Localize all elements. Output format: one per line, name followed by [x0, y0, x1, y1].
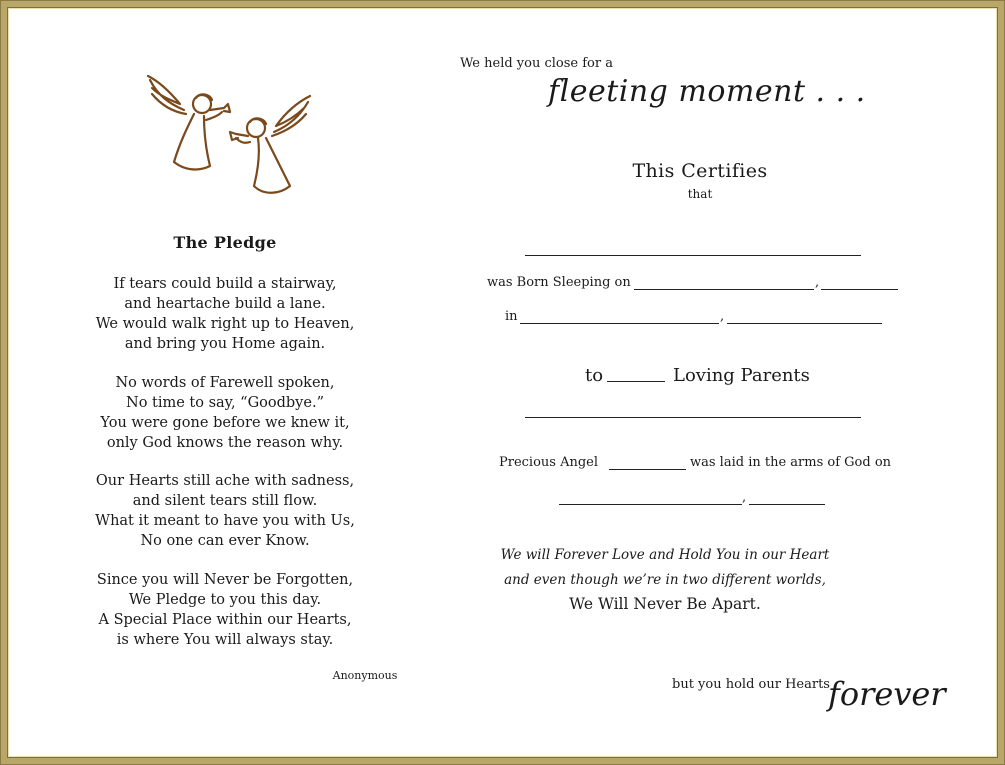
pledge-stanza-3: [60, 471, 390, 551]
certificate-that: that: [687, 187, 713, 201]
closing-line-1: We will Forever Love and Hold You in our Heart: [500, 547, 830, 563]
poem-line: We Pledge to you this day.: [128, 592, 322, 608]
comma: ,: [720, 309, 725, 324]
closing-line-3: We Will Never Be Apart.: [569, 595, 761, 613]
poem-line: No words of Farewell spoken,: [115, 375, 335, 391]
name-blank[interactable]: [525, 255, 861, 256]
poem-line: A Special Place within our Hearts,: [98, 612, 352, 628]
angels-illustration: [140, 70, 320, 200]
poem-line: and silent tears still flow.: [132, 493, 318, 509]
poem-line: We would walk right up to Heaven,: [95, 316, 355, 332]
angel-left-icon: [148, 76, 230, 169]
comma: ,: [742, 490, 747, 505]
poem-line: and heartache build a lane.: [124, 296, 326, 312]
comma: ,: [815, 275, 820, 290]
poem-line: You were gone before we knew it,: [100, 415, 350, 431]
born-label: was Born Sleeping on: [487, 275, 631, 290]
pledge-stanza-4: [60, 570, 390, 650]
poem-line: Our Hearts still ache with sadness,: [95, 473, 355, 489]
parents-label: Loving Parents: [673, 365, 810, 386]
birth-year-blank[interactable]: [821, 289, 898, 290]
poem-line: Since you will Never be Forgotten,: [96, 572, 354, 588]
pledge-title: The Pledge: [173, 233, 277, 252]
angel-label-b: was laid in the arms of God on: [690, 455, 892, 470]
pledge-stanza-1: [60, 274, 390, 354]
poem-line: No one can ever Know.: [140, 533, 310, 549]
birth-state-blank[interactable]: [727, 323, 882, 324]
birth-city-blank[interactable]: [520, 323, 719, 324]
poem-line: and bring you Home again.: [124, 336, 326, 352]
poem-line: What it meant to have you with Us,: [95, 513, 355, 529]
poem-line: If tears could build a stairway,: [113, 276, 337, 292]
in-label: in: [505, 309, 518, 324]
to-label: to: [585, 365, 604, 386]
poem-line: No time to say, “Goodbye.”: [126, 395, 324, 411]
parents-count-blank[interactable]: [607, 381, 665, 382]
tagline-script: fleeting moment . . .: [548, 74, 866, 109]
death-date-blank[interactable]: [559, 504, 742, 505]
death-year-blank[interactable]: [749, 504, 825, 505]
tagline-small: We held you close for a: [460, 56, 613, 71]
poem-line: is where You will always stay.: [116, 632, 334, 648]
poem-line: only God knows the reason why.: [106, 435, 344, 451]
closing-line-2: and even though we’re in two different worlds,: [504, 572, 826, 588]
footer-small: but you hold our Hearts: [672, 677, 830, 692]
certificate-title: This Certifies: [632, 160, 768, 182]
birth-date-blank[interactable]: [634, 289, 814, 290]
angel-name-blank[interactable]: [609, 469, 686, 470]
angel-label-a: Precious Angel: [499, 455, 599, 470]
footer-script: forever: [828, 675, 946, 713]
angel-right-icon: [230, 96, 310, 193]
pledge-stanza-2: [60, 373, 390, 453]
poem-author: Anonymous: [332, 669, 398, 682]
parents-names-blank[interactable]: [525, 417, 861, 418]
